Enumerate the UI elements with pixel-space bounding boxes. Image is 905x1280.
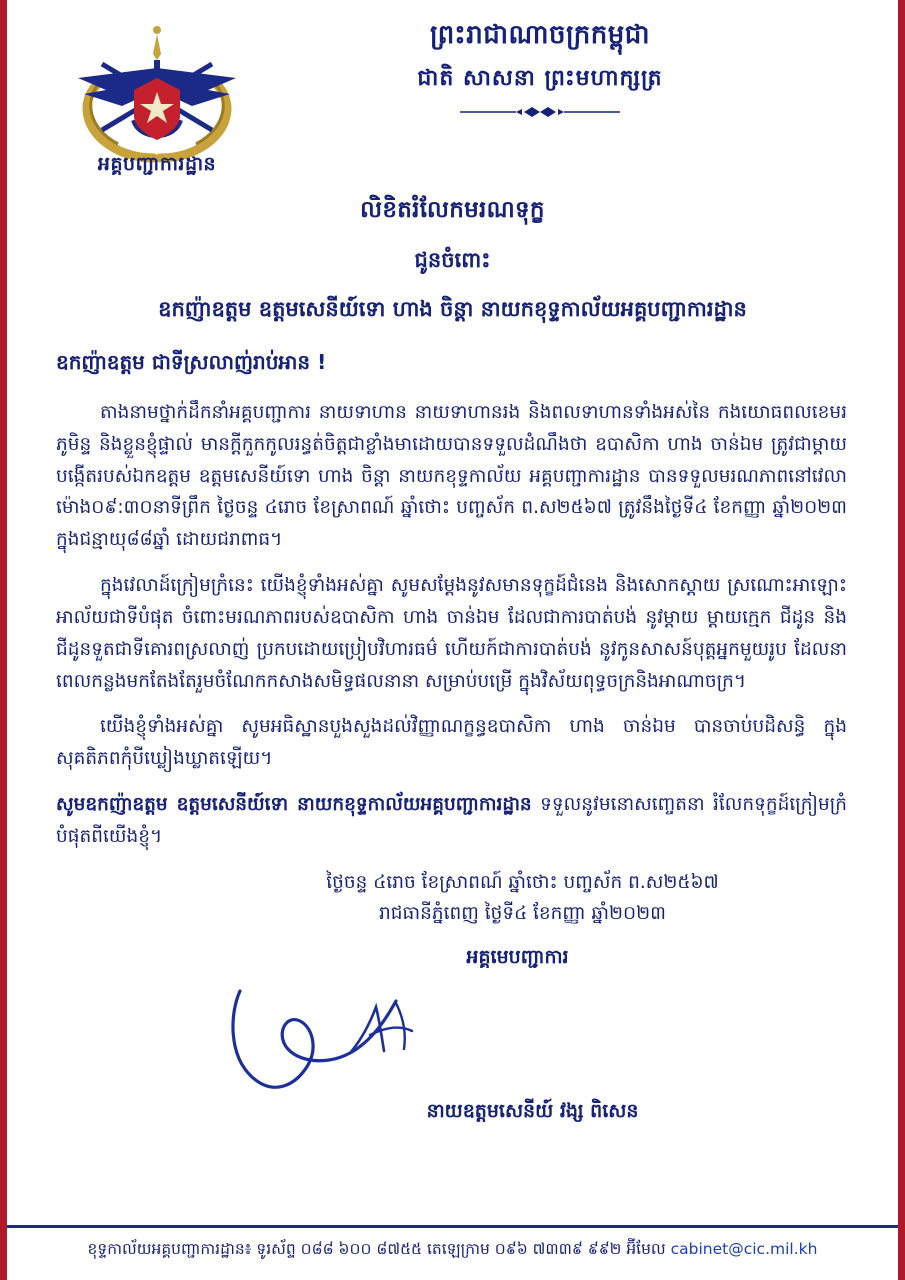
paragraph-1: តាងនាមថ្នាក់ដឹកនាំអគ្គបញ្ជាការ នាយទាហាន នាយទាហានរង និងពលទាហានទាំងអស់នៃ កងយោធពលខេមរភូមិន្ទ និងខ្លួនខ្ញុំផ្ទាល់ មានក្តីកួកកូលរន្ធត់ចិត្តជាខ្លាំងមាដោយបានទទួលដំណឹងថា ឧបាសិកា ហាង ចាន់ឯម ត្រូវជាម្តាយបង្កើតរបស់ឯកឧត្តម ឧត្តមសេនីយ៍ទោ ហាង ចិន្តា នាយកខុទ្ទកាល័យ អគ្គបញ្ជាការដ្ឋាន បានទទួលមរណភាពនៅវេលាម៉ោង០៩:៣០នាទីព្រឹក ថ្ងៃចន្ទ ៤រោច ខែស្រាពណ៍ ឆ្នាំថោះ បញ្ចស័ក ព.ស២៥៦៧ ត្រូវនឹងថ្ងៃទី៤ ខែកញ្ញា ឆ្នាំ២០២៣ ក្នុងជន្មាយុ៨៨ឆ្នាំ ដោយជរាពាធ។ [56, 402, 847, 551]
footer-text: ខុទ្ទកាល័យអគ្គបញ្ជាការដ្ឋាន៖ ទូរស័ព្ទ ០៨៨ ៦០០ ៨៧៥៥ តេឡេក្រាម ០៩៦ ៧៣៣៩ ៩៩២ អ៊ីមែល [87, 1240, 671, 1258]
document-body [0, 349, 905, 853]
emblem-caption: អគ្គបញ្ជាការដ្ឋាន [97, 153, 217, 175]
date-line-gregorian: រាជធានីភ្នំពេញ ថ្ងៃទី៤ ខែកញ្ញា ឆ្នាំ២០២៣ [379, 903, 666, 924]
country-name: ព្រះរាជាណាចក្រកម្ពុជា [430, 20, 650, 50]
closing-paragraph [56, 789, 847, 853]
closing-rest: ទទួលនូវមនោសញ្ចេតនា រំលែកទុក្ខដ៍ក្រៀមក្រំបំផុតពីយើងខ្ញុំ។ [56, 793, 847, 847]
title-block [0, 196, 905, 327]
national-motto: ជាតិ សាសនា ព្រះមហាក្សត្រ [417, 66, 663, 91]
footer-divider [0, 1225, 905, 1228]
page-title: លិខិតរំលែកមរណទុក្ខ [360, 197, 545, 223]
footer-contact [0, 1239, 905, 1262]
paragraph-2: ក្នុងវេលាដ៍ក្រៀមក្រំនេះ យើងខ្ញុំទាំងអស់គ្នា សូមសម្តែងនូវសមានទុក្ខដ៍ជំនេង និងសោកស្តាយ ស្រណោះអាឡោះអាល័យជាទីបំផុត ចំពោះមរណភាពរបស់ឧបាសិកា ហាង ចាន់ឯម ដែលជាការបាត់បង់ នូវម្តាយ ម្តាយក្មេក ជីដូន និងជីដូនទួតជាទីគោរពស្រលាញ់ ប្រកបដោយប្រៀបវិហារធម៌ ហើយក៍ជាការបាត់បង់ នូវកូនសាសន៍បុត្តអ្នកមួយរូប ដែលនាពេលកន្លងមកតែងតែរួមចំណែកកសាងសមិទ្ធផលនានា សម្រាប់បម្រើ ក្នុងវិស័យពុទ្ធចក្រនិងអាណាចក្រ។ [56, 575, 847, 692]
addressed-to-label: ជូនចំពោះ [414, 248, 491, 272]
right-red-edge [898, 0, 905, 1280]
recipient-name: ឧកញ៉ាឧត្តម ឧត្តមសេនីយ៍ទោ ហាង ចិន្តា នាយកខុទ្ទកាល័យអគ្គបញ្ជាការដ្ឋាន [158, 297, 747, 321]
ornament-divider [450, 104, 630, 120]
footer-email[interactable]: cabinet@cic.mil.kh [670, 1240, 818, 1258]
signer-role: អគ្គមេបញ្ជាការ [466, 946, 569, 969]
document-header [0, 0, 905, 190]
signer-name: នាយឧត្តមសេនីយ៍ វង្ស ពិសេន [426, 1100, 639, 1123]
salutation: ឧកញ៉ាឧត្តម ជាទីស្រលាញ់រាប់អាន ! [56, 350, 327, 374]
date-line-khmer: ថ្ងៃចន្ទ ៤រោច ខែស្រាពណ៍ ឆ្នាំថោះ បញ្ចស័ក ព.ស២៥៦៧ [326, 871, 719, 893]
nation-motto [250, 18, 830, 124]
signature-block [0, 867, 905, 1128]
closing-prefix: សូមឧកញ៉ាឧត្តម ឧត្តមសេនីយ៍ទោ នាយកខុទ្ទកាល័យអគ្គបញ្ជាការដ្ឋាន [56, 793, 532, 815]
paragraph-3: យើងខ្ញុំទាំងអស់គ្នា សូមអធិស្ឋានបួងសួងដល់វិញ្ញាណក្ខន្ធឧបាសិកា ហាង ចាន់ឯម បានចាប់បដិសន្ធិ ក្នុងសុគតិភពកុំបីឃ្លៀងឃ្លាតឡើយ។ [56, 716, 847, 770]
left-red-edge [0, 0, 7, 1280]
signature-image [140, 973, 905, 1103]
